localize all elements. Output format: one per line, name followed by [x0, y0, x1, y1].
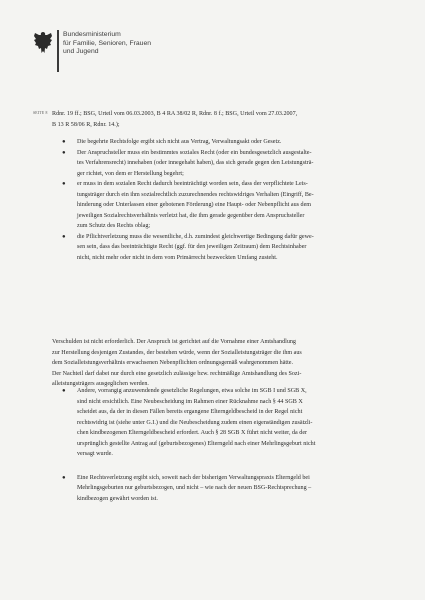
- list-item: [61, 148, 381, 180]
- text-line: rechtswidrig ist (siehe unter G.I.) und die Neubescheidung zudem einen eigenständigen zusätzli-: [77, 419, 313, 426]
- text-line: sind nicht ersichtlich. Eine Neubescheidung im Rahmen einer Rücknahme nach § 44 SGB X: [77, 398, 303, 405]
- analysis-list: [61, 386, 381, 504]
- ministry-line: und Jugend: [63, 48, 99, 56]
- text-line: kindbezogen gewährt worden ist.: [77, 495, 158, 502]
- text-line: scheidet aus, da der in diesen Fällen bereits ergangene Elterngeldbescheid in der Regel nicht: [77, 409, 303, 415]
- text-line: zur Herstellung desjenigen Zustandes, der bestehen würde, wenn der Sozialleistungsträger die ihm aus: [52, 349, 302, 356]
- text-line: tungsträger durch ein ihm sozialrechtlich zuzurechnendes rechtswidriges Verhalten (Eingriff, Be-: [77, 191, 314, 198]
- list-item: [61, 232, 381, 264]
- bullet-icon: ●: [62, 181, 66, 187]
- text-line: Der Anspruchsteller muss ein bestimmtes soziales Recht (oder ein bundesgesetzlich ausgestalte-: [77, 149, 312, 156]
- text-line: zum Schutz des Rechts oblag;: [77, 223, 151, 229]
- text-line: ger richtet, von dem er Herstellung begehrt;: [77, 170, 184, 177]
- text-line: Verschulden ist nicht erforderlich. Der Anspruch ist gerichtet auf die Vornahme einer Amtshandlung: [52, 339, 296, 345]
- ministry-line: Bundesministerium: [63, 31, 121, 38]
- text-line: Rdnr. 19 ff.; BSG, Urteil vom 06.03.2003, B 4 RA 38/02 R, Rdnr. 8 f.; BSG, Urteil vom 27.03.2007,: [52, 111, 298, 117]
- text-line: ursprünglich gestellte Antrag auf (geburtsbezogenes) Elterngeld nach einer Mehrlingsgeburt nicht: [77, 440, 316, 447]
- bullet-icon: ●: [62, 388, 66, 394]
- bullet-icon: ●: [62, 474, 66, 481]
- requirements-list: [61, 137, 381, 263]
- text-line: Andere, vorrangig anzuwendende gesetzliche Regelungen, etwa solche im SGB I und SGB X,: [77, 388, 307, 394]
- text-line: jeweiligen Sozialrechtsverhältnis verletzt hat, die ihm gerade gegenüber dem Anspruchsteller: [77, 212, 305, 219]
- text-line: sen sein, dass das beeinträchtigte Recht (ggf. für den jeweiligen Zeitraum) dem Rechtsinhaber: [77, 244, 307, 250]
- text-line: versagt wurde.: [77, 451, 113, 457]
- reference-paragraph: [52, 109, 382, 130]
- text-line: die Pflichtverletzung muss die wesentliche, d.h. zumindest gleichwertige Bedingung dafür gewe-: [77, 233, 314, 240]
- text-line: Der Nachteil darf dabei nur durch eine gesetzlich zulässige bzw. rechtmäßige Amtshandlung des Sozi-: [52, 370, 302, 377]
- text-line: er muss in dem sozialen Recht dadurch beeinträchtigt worden sein, dass der verpflichtete Leis-: [77, 181, 308, 187]
- list-item: [61, 386, 381, 460]
- body-paragraph: [52, 337, 382, 390]
- text-line: Mehrlingsgeburten nur geburtsbezogen, und nicht – wie nach der neuen BSG-Rechtsprechung –: [77, 485, 312, 491]
- text-line: Eine Rechtsverletzung ergibt sich, soweit nach der bisherigen Verwaltungspraxis Elterngeld bei: [77, 474, 310, 481]
- letterhead-divider: [57, 30, 59, 72]
- ministry-line: für Familie, Senioren, Frauen: [63, 39, 152, 47]
- bullet-icon: ●: [62, 233, 66, 240]
- text-line: tes Verfahrensrecht) innehaben (oder innegehabt haben), das sich gerade gegen den Leistungsträ-: [77, 160, 314, 166]
- federal-eagle-logo: [33, 31, 53, 55]
- text-line: hinderung oder Unterlassen einer gebotenen Förderung) eine Haupt- oder Nebenpflicht aus dem: [77, 202, 312, 208]
- text-line: Die begehrte Rechtsfolge ergibt sich nicht aus Vertrag, Verwaltungsakt oder Gesetz.: [77, 139, 282, 145]
- list-item: [61, 179, 381, 232]
- text-line: chen kindbezogenen Elterngeldbescheid erfordert. Auch § 28 SGB X führt nicht weiter, da der: [77, 430, 308, 436]
- text-line: alleistungsträgers ausgeglichen werden.: [52, 381, 149, 387]
- page-marker: SEITE 8: [33, 111, 48, 115]
- list-item: [61, 137, 381, 148]
- ministry-name: [63, 31, 151, 57]
- list-spacer: [61, 460, 381, 473]
- bullet-icon: ●: [62, 139, 66, 145]
- text-line: nicht, nicht mehr oder nicht in dem vom Primärrecht bezweckten Umfang zusteht.: [77, 254, 278, 261]
- bullet-icon: ●: [62, 149, 66, 156]
- list-item: [61, 473, 381, 505]
- text-line: B 13 R 58/06 R, Rdnr. 14.);: [52, 121, 120, 128]
- text-line: dem Sozialleistungsverhältnis erwachsenen Nebenpflichten ordnungsgemäß wahrgenommen hätte.: [52, 360, 294, 366]
